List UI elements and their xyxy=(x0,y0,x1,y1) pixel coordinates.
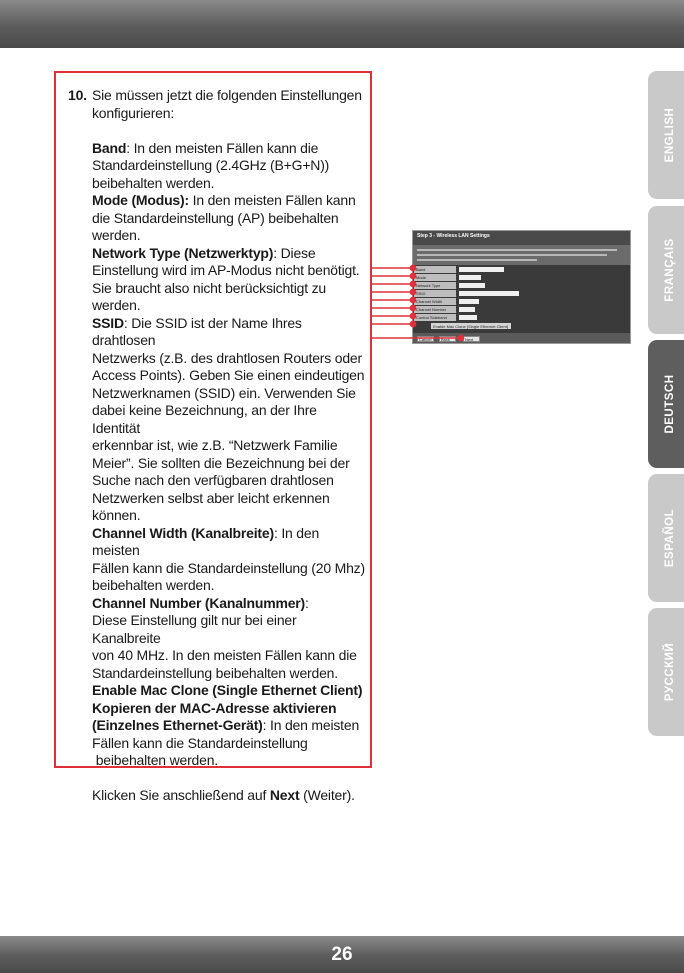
ssid-text-4: Netzwerknamen (SSID) ein. Verwenden Sie xyxy=(92,384,356,401)
form-label-channel-width: Channel Width xyxy=(416,299,443,304)
form-mac-clone-label: Enable Mac Clone (Single Ethernet Client) xyxy=(433,324,509,329)
mode-text-2: die Standardeinstellung (AP) beibehalten xyxy=(92,209,339,226)
screenshot-next-label: Next xyxy=(465,337,474,342)
channel-number-text-2: Diese Einstellung gilt nur bei einer Kanalbreite xyxy=(92,612,297,646)
tab-russian-label: РУССКИЙ xyxy=(664,642,676,702)
band-text-3: beibehalten werden. xyxy=(92,174,215,191)
channel-number-term: Channel Number (Kanalnummer) xyxy=(92,594,305,611)
mac-clone-term-1: Enable Mac Clone (Single Ethernet Client) xyxy=(92,682,363,698)
form-label-ssid: SSID xyxy=(416,291,426,296)
network-type-text-3: Sie braucht also nicht berücksichtigt zu xyxy=(92,279,327,296)
form-label-mode: Mode xyxy=(416,275,427,280)
ssid-term: SSID xyxy=(92,314,124,331)
callout-dot-mode xyxy=(410,273,415,278)
tab-espanol-label: ESPAÑOL xyxy=(664,508,676,568)
callout-dot-band xyxy=(410,265,415,270)
footer-bar xyxy=(0,936,684,973)
final-next-term: Next xyxy=(269,787,300,803)
callout-dot-channel-number xyxy=(410,305,415,310)
band-text-1: : In den meisten Fällen kann die xyxy=(126,139,319,156)
ssid-text-2: Netzwerks (z.B. des drahtlosen Routers oder xyxy=(92,349,362,366)
ssid-text-5: dabei keine Bezeichnung, an der Ihre Identität xyxy=(92,402,317,436)
mac-clone-term-3: (Einzelnes Ethernet-Gerät) xyxy=(92,717,263,733)
channel-width-term: Channel Width (Kanalbreite) xyxy=(92,524,274,541)
callout-dot-channel-width xyxy=(410,297,415,302)
tab-deutsch-label: DEUTSCH xyxy=(664,374,676,434)
mac-clone-text-2: Fällen kann die Standardeinstellung xyxy=(92,734,308,751)
step-number: 10. xyxy=(68,87,87,103)
screenshot-back-label: Back xyxy=(441,337,450,342)
callout-dot-ssid xyxy=(410,289,415,294)
network-type-text-2: Einstellung wird im AP-Modus nicht benötigt. xyxy=(92,262,360,278)
screenshot-cancel-label: Cancel xyxy=(419,337,432,342)
callout-dot-network-type xyxy=(410,281,415,286)
mode-term: Mode (Modus): xyxy=(92,192,189,208)
channel-width-text-2: Fällen kann die Standardeinstellung (20 Mhz) xyxy=(92,559,365,576)
channel-width-text-3: beibehalten werden. xyxy=(92,577,215,593)
mac-clone-text-1: : In den meisten xyxy=(262,717,360,733)
band-text-2: Standardeinstellung (2.4GHz (B+G+N)) xyxy=(92,157,330,173)
tab-english-label: ENGLISH xyxy=(664,107,676,163)
final-text-post: (Weiter). xyxy=(299,787,355,803)
form-label-channel-number: Channel Number xyxy=(416,307,447,312)
ssid-text-10: können. xyxy=(92,507,141,523)
channel-number-text-1: : xyxy=(305,594,309,611)
final-text-pre: Klicken Sie anschließend auf xyxy=(92,787,270,803)
form-label-band: Band xyxy=(416,267,426,272)
band-term: Band xyxy=(92,139,127,156)
mode-text-3: werden. xyxy=(92,227,141,243)
ssid-text-6: erkennbar ist, wie z.B. “Netzwerk Familie xyxy=(92,437,338,453)
form-label-network-type: Network Type xyxy=(416,283,441,288)
page-number: 26 xyxy=(331,944,353,965)
ssid-text-7: Meier”. Sie sollten die Bezeichnung bei der xyxy=(92,454,350,471)
network-type-text-4: werden. xyxy=(92,297,141,313)
ssid-text-8: Suche nach den verfügbaren drahtlosen xyxy=(92,472,334,488)
callout-dot-control-sideband xyxy=(410,313,415,318)
ssid-text-9: Netzwerken selbst aber leicht erkennen xyxy=(92,489,330,506)
network-type-text-1: : Diese xyxy=(273,244,316,261)
callout-dot-mac-clone xyxy=(410,321,415,326)
step-intro-line-1: Sie müssen jetzt die folgenden Einstellungen xyxy=(92,87,362,103)
mac-clone-term-2: Kopieren der MAC-Adresse aktivieren xyxy=(92,699,337,716)
mac-clone-text-3: beibehalten werden. xyxy=(92,752,218,768)
callout-dot-next xyxy=(458,335,463,340)
network-type-term: Network Type (Netzwerktyp) xyxy=(92,244,274,261)
mode-text-1: In den meisten Fällen kann xyxy=(188,192,356,208)
ssid-text-1: : Die SSID ist der Name Ihres drahtlosen xyxy=(92,314,302,348)
channel-width-text-1: : In den meisten xyxy=(92,524,320,558)
screenshot-title: Step 3 - Wireless LAN Settings xyxy=(417,233,490,239)
tab-francais-label: FRANÇAIS xyxy=(664,238,676,302)
form-label-control-sideband: Control Sideband xyxy=(416,315,447,320)
channel-number-text-4: Standardeinstellung beibehalten werden. xyxy=(92,664,338,681)
step-intro-line-2: konfigurieren: xyxy=(92,104,175,121)
channel-number-text-3: von 40 MHz. In den meisten Fällen kann die xyxy=(92,647,357,663)
ssid-text-3: Access Points). Geben Sie einen eindeutigen xyxy=(92,367,365,383)
